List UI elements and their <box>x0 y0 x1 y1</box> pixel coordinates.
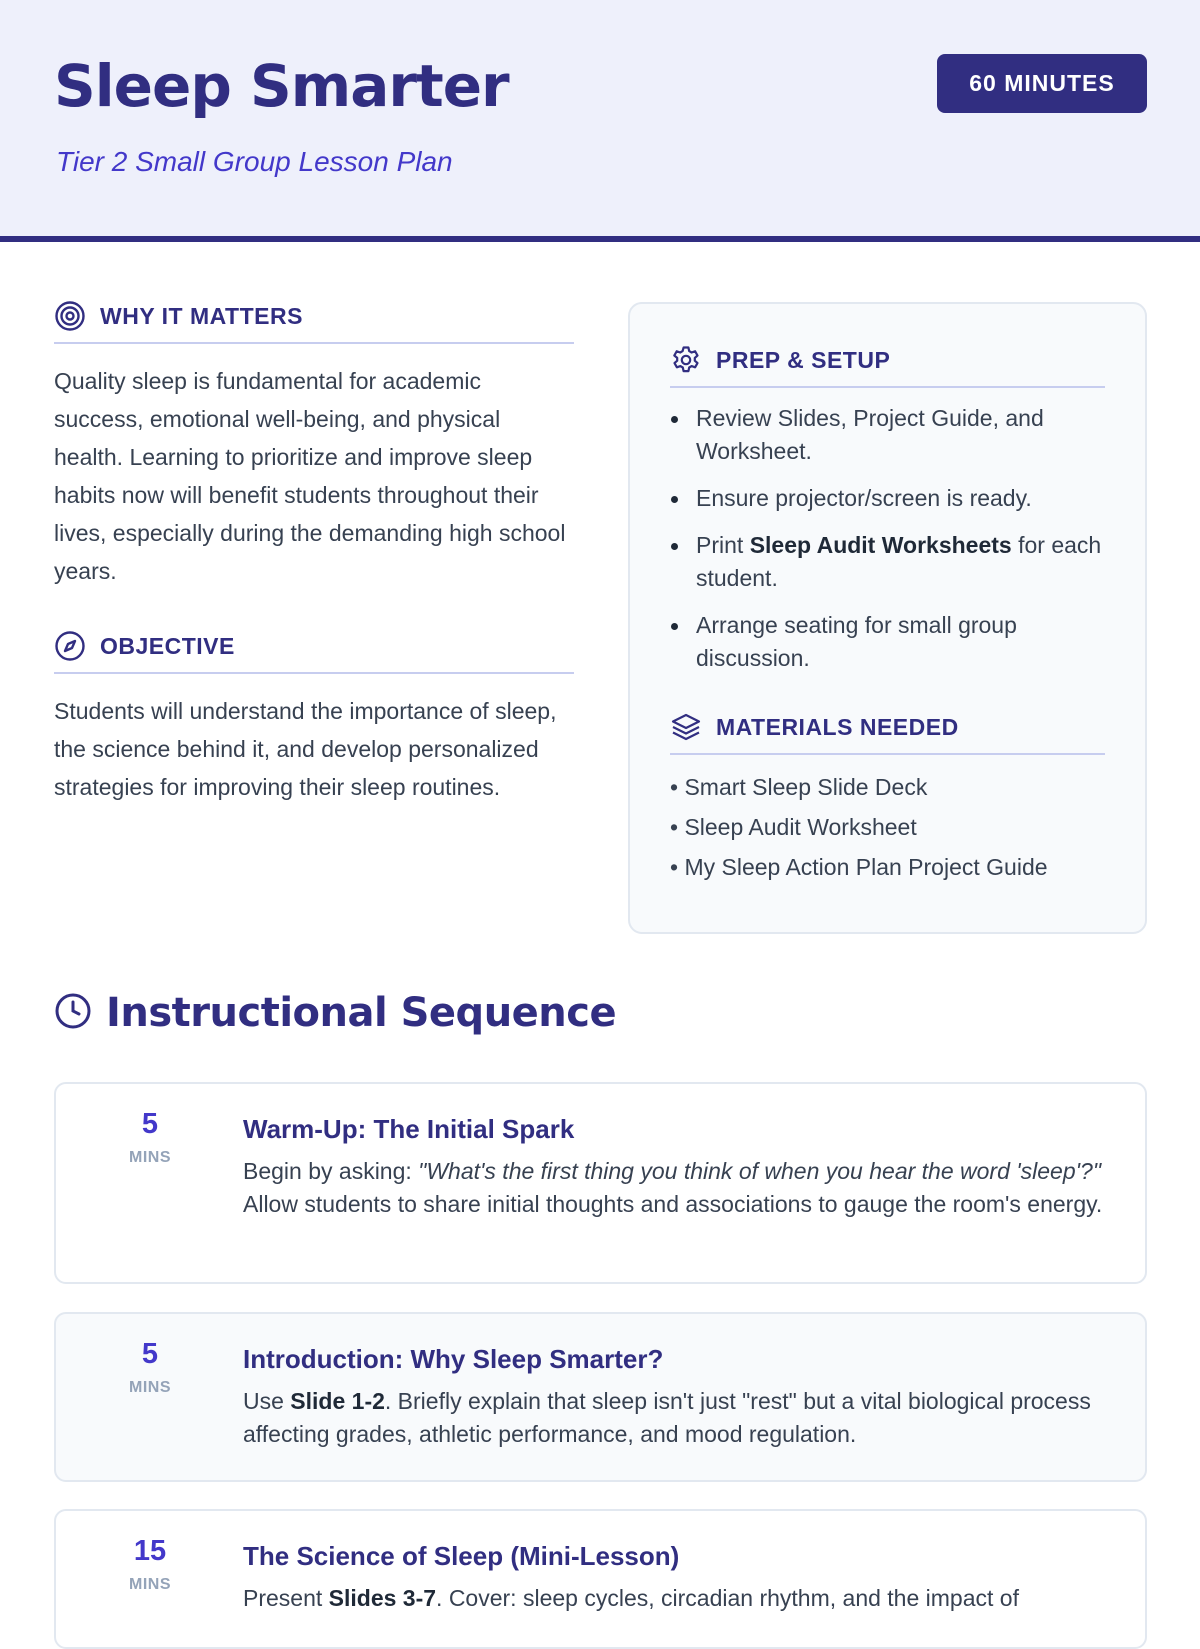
gear-icon <box>670 344 702 376</box>
material-item: • Sleep Audit Worksheet <box>670 814 917 840</box>
why-it-matters-heading: WHY IT MATTERS <box>100 302 303 329</box>
objective-header <box>54 630 574 674</box>
prep-heading: PREP & SETUP <box>716 346 891 373</box>
step-duration <box>56 1535 244 1594</box>
step-description: Begin by asking: "What's the first thing you think of when you hear the word 'sleep'?" Allow students to share initial thoughts and associations to gauge the room's energy. <box>243 1158 1103 1217</box>
sequence-step <box>54 1082 1147 1284</box>
why-it-matters-text: Quality sleep is fundamental for academic success, emotional well-being, and physical health. Learning to prioritize and improve sleep habits now will benefit students throughout their lives, especially during the demanding high school years. <box>54 368 566 584</box>
material-item: • Smart Sleep Slide Deck <box>670 774 928 800</box>
step-minutes: 15 <box>133 1535 167 1567</box>
prep-item: Arrange seating for small group discussion. <box>670 609 1105 675</box>
sequence-step <box>54 1312 1147 1482</box>
prep-header <box>670 344 1105 388</box>
objective-heading: OBJECTIVE <box>100 632 235 659</box>
layers-icon <box>670 711 702 743</box>
page-title: Sleep Smarter <box>54 52 509 120</box>
step-minutes-unit: MINS <box>129 1379 171 1396</box>
objective-text: Students will understand the importance of sleep, the science behind it, and develop personalized strategies for improving their sleep routines. <box>54 698 557 800</box>
step-minutes-unit: MINS <box>129 1149 171 1166</box>
prep-list <box>670 402 1105 675</box>
materials-header <box>670 711 1105 755</box>
prep-card <box>628 302 1147 934</box>
sequence-step <box>54 1509 1147 1649</box>
step-title: Introduction: Why Sleep Smarter? <box>243 1344 664 1374</box>
why-it-matters-header <box>54 300 574 344</box>
prep-item: Print Sleep Audit Worksheets for each student. <box>670 529 1105 595</box>
compass-icon <box>54 630 86 662</box>
materials-list <box>670 767 1105 887</box>
step-title: Warm-Up: The Initial Spark <box>243 1114 575 1144</box>
step-duration <box>56 1338 244 1397</box>
step-content <box>243 1114 1109 1221</box>
step-content <box>243 1344 1109 1451</box>
page-subtitle: Tier 2 Small Group Lesson Plan <box>56 146 453 177</box>
material-item: • My Sleep Action Plan Project Guide <box>670 854 1048 880</box>
objective-section <box>54 630 574 806</box>
materials-heading: MATERIALS NEEDED <box>716 713 959 740</box>
step-description: Use Slide 1-2. Briefly explain that sleep isn't just "rest" but a vital biological process affecting grades, athletic performance, and mood regulation. <box>243 1388 1091 1447</box>
why-it-matters-section <box>54 300 574 590</box>
sequence-header <box>54 990 616 1036</box>
step-minutes: 5 <box>141 1338 159 1370</box>
step-description: Present Slides 3-7. Cover: sleep cycles, circadian rhythm, and the impact of <box>243 1585 1019 1611</box>
step-duration <box>56 1108 244 1167</box>
step-minutes: 5 <box>141 1108 159 1140</box>
prep-item: Ensure projector/screen is ready. <box>670 482 1105 515</box>
clock-icon <box>54 992 92 1035</box>
lesson-header <box>0 0 1200 242</box>
sequence-heading: Instructional Sequence <box>106 990 617 1036</box>
prep-item: Review Slides, Project Guide, and Worksheet. <box>670 402 1105 468</box>
step-content <box>243 1541 1109 1615</box>
materials-section <box>670 711 1105 887</box>
step-minutes-unit: MINS <box>129 1576 171 1593</box>
step-title: The Science of Sleep (Mini-Lesson) <box>243 1541 680 1571</box>
duration-badge: 60 MINUTES <box>937 54 1147 113</box>
target-icon <box>54 300 86 332</box>
